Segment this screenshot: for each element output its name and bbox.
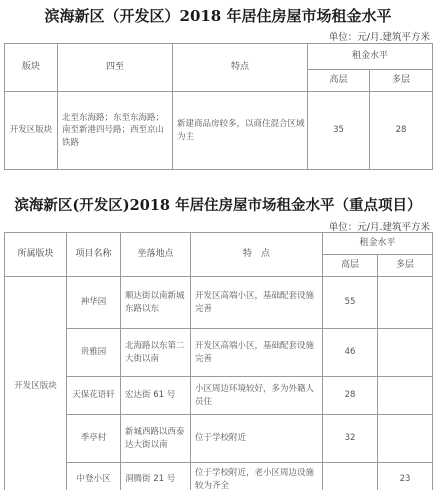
header-block: 版块 [5,44,58,92]
cell-feature: 开发区高端小区，基础配套设施完善 [191,277,323,329]
table-row [5,377,433,415]
cell-project: 贵雅园 [67,329,121,377]
cell-high: 35 [308,92,370,170]
header-multi: 多层 [370,70,433,92]
cell-feature: 位于学校附近，老小区周边设施较为齐全 [191,463,323,490]
cell-multi [378,329,433,377]
header-multi: 多层 [378,255,433,277]
cell-multi [378,415,433,463]
table2-title: 滨海新区(开发区)2018 年居住房屋市场租金水平（重点项目） [14,197,422,214]
header-location: 坐落地点 [121,233,191,277]
table-row [5,329,433,377]
table-row [5,415,433,463]
header-rent: 租金水平 [308,44,433,70]
cell-location: 洞腾街 21 号 [121,463,191,490]
cell-project: 季亭村 [67,415,121,463]
cell-high: 32 [323,415,378,463]
cell-multi [378,377,433,415]
cell-multi: 28 [370,92,433,170]
cell-block: 开发区版块 [5,92,58,170]
table-row [5,463,433,490]
cell-high [323,463,378,490]
cell-feature: 位于学校附近 [191,415,323,463]
header-feature: 特点 [173,44,308,92]
cell-high: 28 [323,377,378,415]
header-block: 所属版块 [5,233,67,277]
cell-block: 开发区版块 [5,277,67,490]
cell-boundary: 北至东海路；东至东海路；南至新港四号路；西至京山铁路 [58,92,173,170]
cell-location: 北海路以东第二大街以南 [121,329,191,377]
table1-title: 滨海新区（开发区）2018 年居住房屋市场租金水平 [44,7,392,25]
rent-table-2 [4,232,433,490]
cell-multi: 23 [378,463,433,490]
header-boundary: 四至 [58,44,173,92]
cell-feature: 小区周边环境较好，多为外籍人员住 [191,377,323,415]
cell-feature: 新建商品房较多，以商住混合区域为主 [173,92,308,170]
header-rent: 租金水平 [323,233,433,255]
cell-multi [378,277,433,329]
table1-unit: 单位：元/月.建筑平方米 [328,32,430,43]
cell-project: 中登小区 [67,463,121,490]
cell-project: 神华园 [67,277,121,329]
header-project: 项目名称 [67,233,121,277]
header-feature: 特 点 [191,233,323,277]
header-high: 高层 [308,70,370,92]
cell-location: 宏达街 61 号 [121,377,191,415]
table-row [5,277,433,329]
table2-unit: 单位：元/月.建筑平方米 [328,222,430,233]
table-row [5,92,433,170]
cell-high: 46 [323,329,378,377]
cell-location: 顺达街以南新城东路以东 [121,277,191,329]
rent-table-1 [4,43,433,170]
header-high: 高层 [323,255,378,277]
cell-high: 55 [323,277,378,329]
cell-project: 天保花语轩 [67,377,121,415]
cell-location: 新城西路以西泰达大街以南 [121,415,191,463]
cell-feature: 开发区高端小区，基础配套设施完善 [191,329,323,377]
